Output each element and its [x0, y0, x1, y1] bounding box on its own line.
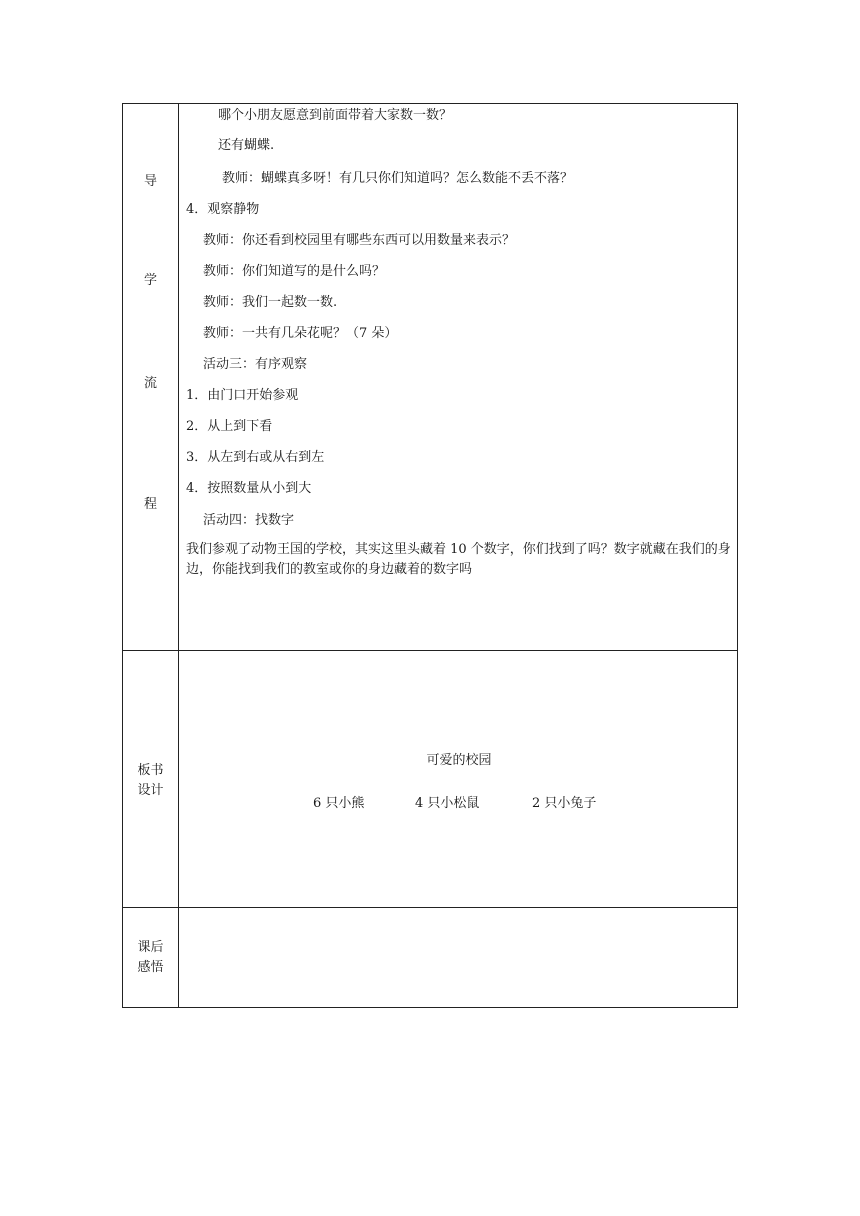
- reflection-label-line: 感悟: [137, 960, 164, 975]
- guide-label-char: 流: [143, 376, 157, 391]
- guide-content-cell: [179, 104, 738, 651]
- guide-label-char: 程: [143, 497, 157, 512]
- guide-line: 教师：蝴蝶真多呀！有几只你们知道吗？怎么数能不丢不落？: [222, 171, 574, 186]
- guide-line: 4．按照数量从小到大: [186, 481, 312, 496]
- guide-line: 还有蝴蝶.: [218, 138, 275, 153]
- board-item: 4 只小松鼠: [415, 796, 480, 811]
- guide-line: 活动四：找数字: [203, 513, 295, 528]
- reflection-content: [179, 908, 737, 1007]
- lesson-plan-table: [122, 103, 738, 1008]
- guide-paragraph: 我们参观了动物王国的学校，其实这里头藏着 10 个数字，你们找到了吗？数字就藏在我们的身边，你能找到我们的教室或你的身边藏着的数字吗: [186, 542, 731, 577]
- board-label-line: 板书: [137, 763, 164, 778]
- guide-line: 1．由门口开始参观: [186, 388, 299, 403]
- reflection-label-line: 课后: [137, 940, 164, 955]
- board-content-cell: [179, 651, 738, 908]
- board-title: 可爱的校园: [426, 753, 492, 768]
- guide-line: 哪个小朋友愿意到前面带着大家数一数？: [218, 108, 453, 123]
- guide-label-char: 学: [143, 273, 157, 288]
- guide-line: 4．观察静物: [186, 202, 260, 217]
- reflection-content-cell: [179, 908, 738, 1008]
- guide-label-char: 导: [143, 174, 157, 189]
- guide-label-cell: [123, 104, 179, 651]
- guide-line: 3．从左到右或从右到左: [186, 450, 325, 465]
- board-item: 6 只小熊: [313, 796, 365, 811]
- board-row: [123, 651, 738, 908]
- guide-line: 教师：我们一起数一数.: [203, 295, 338, 310]
- reflection-row: [123, 908, 738, 1008]
- guide-line: 2．从上到下看: [186, 419, 273, 434]
- guide-line: 教师：你还看到校园里有哪些东西可以用数量来表示？: [203, 233, 516, 248]
- guide-line: 教师：一共有几朵花呢？（7 朵）: [203, 326, 398, 341]
- board-label-line: 设计: [137, 783, 164, 798]
- board-item: 2 只小兔子: [532, 796, 597, 811]
- guide-row: [123, 104, 738, 651]
- board-label-cell: [123, 651, 179, 908]
- reflection-label-cell: [123, 908, 179, 1008]
- guide-line: 活动三：有序观察: [203, 357, 308, 372]
- guide-line: 教师：你们知道写的是什么吗？: [203, 264, 386, 279]
